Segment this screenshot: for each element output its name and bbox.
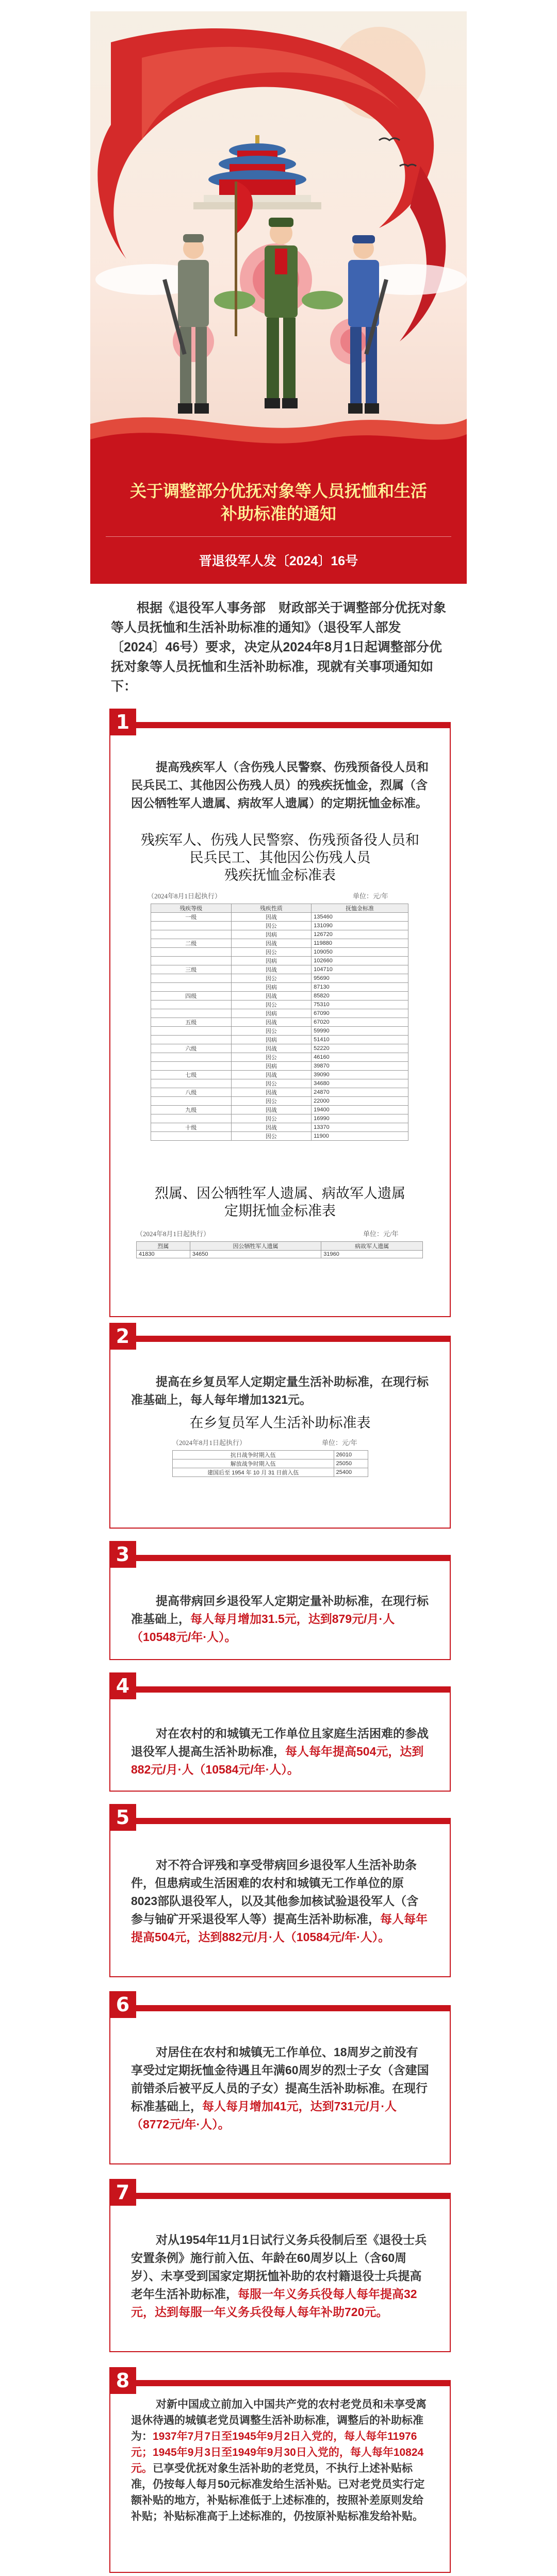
table-cell: 因战: [231, 965, 312, 974]
table-cell: 八级: [151, 1088, 232, 1097]
veteran-table-note-left: （2024年8月1日起执行）: [172, 1439, 247, 1447]
table-cell: 因公: [231, 1027, 312, 1036]
veteran-table-title: 在乡复员军人生活补助标准表: [189, 1415, 371, 1431]
table-cell: [151, 1132, 232, 1141]
table-header: 残疾性质: [231, 904, 312, 913]
table-cell: [151, 983, 232, 992]
table-cell: 85820: [312, 992, 408, 1000]
section-4-text-a: 对在农村的和城镇无工作单位且家庭生活困难的参战退役军人提高生活补助标准，: [131, 1727, 429, 1758]
table-row: [151, 1053, 408, 1062]
section-3-card: [109, 1555, 451, 1660]
table-cell: [151, 948, 232, 957]
table-cell: 建国后至 1954 年 10 月 31 日前入伍: [173, 1468, 334, 1477]
table-cell: 因病: [231, 1009, 312, 1018]
table-cell: 16990: [312, 1114, 408, 1123]
section-6-text-a: 对居住在农村和城镇无工作单位、18周岁之前没有享受过定期抚恤金待遇且年满60周岁的烈士子女（含建国前错杀后被平反人员的子女）提高生活补助标准。在现行标准基础上，: [131, 2045, 429, 2113]
section-5-highlight: 每人每年提高504元，达到882元/月·人（10584元/年·人）。: [131, 1912, 428, 1944]
section-4-card: [109, 1686, 451, 1792]
disability-table-title-3: 残疾抚恤金标准表: [224, 867, 336, 883]
table-cell: 因战: [231, 1106, 312, 1114]
card-top-bar: [110, 1687, 450, 1693]
table-cell: [151, 1053, 232, 1062]
table-header-row: [137, 1242, 423, 1251]
table-cell: 75310: [312, 1000, 408, 1009]
poster-artwork: [90, 11, 467, 501]
table-cell: 135460: [312, 913, 408, 922]
table-cell: 三级: [151, 965, 232, 974]
table-cell: 因公: [231, 1053, 312, 1062]
table-header: 烈属: [137, 1242, 190, 1251]
title-block: [90, 468, 467, 535]
disability-table-title-2: 民兵民工、其他因公伤残人员: [189, 850, 371, 865]
table-cell: 11900: [312, 1132, 408, 1141]
table-row: [151, 1071, 408, 1079]
table-row: [151, 1009, 408, 1018]
section-8-card: [109, 2380, 451, 2573]
table-cell: [151, 1097, 232, 1106]
table-cell: 87130: [312, 983, 408, 992]
table-row: [151, 1044, 408, 1053]
survivor-table-title-1: 烈属、因公牺牲军人遗属、病故军人遗属: [155, 1186, 405, 1201]
doc-number: 晋退役军人发〔2024〕16号: [199, 554, 358, 568]
table-row: [151, 1027, 408, 1036]
table-cell: 13370: [312, 1123, 408, 1132]
table-cell: 因战: [231, 1123, 312, 1132]
table-cell: 解放战争时期入伍: [173, 1459, 334, 1468]
table-cell: 六级: [151, 1044, 232, 1053]
intro-paragraph: 根据《退役军人事务部 财政部关于调整部分优抚对象等人员抚恤和生活补助标准的通知》（退役军人部发〔2024〕46号）要求，决定从2024年8月1日起调整部分优抚对象等人员抚恤和生活补助标准，现就有关事项通知如下：: [111, 601, 447, 694]
section-8-text-c: 已享受优抚对象生活补助的老党员，不执行上述补贴标准，仍按每人每月50元标准发给生活补贴。已对老党员实行定额补贴的地方，补贴标准低于上述标准的，按照补差原则发给补贴；补贴标准高于上述标准的，仍按原补贴标准发给补贴。: [131, 2463, 425, 2522]
table-cell: 34650: [190, 1251, 321, 1258]
section-7-text: [131, 2231, 429, 2321]
table-cell: 因战: [231, 1044, 312, 1053]
table-row: [173, 1459, 368, 1468]
table-cell: 因公: [231, 1132, 312, 1141]
disability-table-note-left: （2024年8月1日起执行）: [148, 892, 222, 900]
table-cell: [151, 957, 232, 965]
table-cell: 抗日战争时期入伍: [173, 1451, 334, 1459]
table-cell: 34680: [312, 1079, 408, 1088]
section-5-text-a: 对不符合评残和享受带病回乡退役军人生活补助条件，但患病或生活困难的农村和城镇无工作单位的原8023部队退役军人，以及其他参加核试验退役军人（含参与铀矿开采退役军人等）提高生活补助标准，: [131, 1858, 419, 1926]
table-cell: 因战: [231, 939, 312, 948]
table-header: 残疾等级: [151, 904, 232, 913]
section-8-highlight: 1937年7月7日至1945年9月2日入党的，每人每年11976元；1945年9月3日至1949年9月30日入党的，每人每年10824元。: [131, 2431, 424, 2474]
table-cell: [151, 1079, 232, 1088]
table-cell: 126720: [312, 930, 408, 939]
section-7-text-a: 对从1954年11月1日试行义务兵役制后至《退役士兵安置条例》施行前入伍、年龄在60周岁以上（含60周岁）、未享受到国家定期抚恤补助的农村籍退役士兵提高老年生活补助标准，: [131, 2233, 427, 2301]
table-row: [137, 1251, 423, 1258]
table-row: [151, 1088, 408, 1097]
table-cell: 31960: [321, 1251, 423, 1258]
table-row: [151, 1062, 408, 1071]
table-cell: 24870: [312, 1088, 408, 1097]
table-cell: [151, 1114, 232, 1123]
table-cell: 22000: [312, 1097, 408, 1106]
table-row: [151, 1097, 408, 1106]
table-row: [151, 1114, 408, 1123]
disability-table: [151, 904, 408, 1141]
table-row: [151, 992, 408, 1000]
table-cell: 因病: [231, 1036, 312, 1044]
table-cell: [151, 922, 232, 930]
table-cell: 104710: [312, 965, 408, 974]
table-row: [151, 1000, 408, 1009]
table-header: 抚恤金标准: [312, 904, 408, 913]
table-cell: [151, 930, 232, 939]
section-7-number: 7: [109, 2179, 136, 2206]
page-title-line1: 关于调整部分优抚对象等人员抚恤和生活: [129, 482, 427, 500]
card-top-bar: [110, 1819, 450, 1824]
table-row: [151, 983, 408, 992]
section-8-text: [131, 2397, 429, 2524]
table-row: [151, 1106, 408, 1114]
section-6-text: [131, 2043, 429, 2134]
poster-illustration: [90, 11, 467, 501]
card-top-bar: [110, 2006, 450, 2011]
table-cell: 46160: [312, 1053, 408, 1062]
section-5-card: [109, 1818, 451, 1977]
table-cell: 因战: [231, 1018, 312, 1027]
table-cell: 因公: [231, 1000, 312, 1009]
table-header-row: [151, 904, 408, 913]
section-3-text-a: 提高带病回乡退役军人定期定量补助标准，在现行标准基础上，: [131, 1594, 429, 1626]
table-cell: 一级: [151, 913, 232, 922]
section-1-number: 1: [109, 709, 136, 735]
table-row: [151, 930, 408, 939]
disability-table-note-right: 单位：元/年: [353, 892, 388, 900]
table-cell: [151, 1009, 232, 1018]
card-top-bar: [110, 1556, 450, 1561]
table-cell: 95690: [312, 974, 408, 983]
table-cell: 67020: [312, 1018, 408, 1027]
table-cell: [151, 1000, 232, 1009]
section-4-number: 4: [109, 1672, 136, 1699]
survivor-table-note-left: （2024年8月1日起执行）: [136, 1230, 210, 1238]
section-1-card: [109, 722, 451, 1317]
table-header: 因公牺牲军人遗属: [190, 1242, 321, 1251]
table-cell: 因病: [231, 957, 312, 965]
card-top-bar: [110, 2194, 450, 2199]
table-row: [151, 939, 408, 948]
table-row: [151, 1036, 408, 1044]
table-cell: 十级: [151, 1123, 232, 1132]
section-8-text-a: 对新中国成立前加入中国共产党的农村老党员和未享受离退休待遇的城镇老党员调整生活补助标准，调整后的补助标准为：: [131, 2399, 427, 2442]
table-row: [151, 965, 408, 974]
table-row: [151, 922, 408, 930]
table-cell: 51410: [312, 1036, 408, 1044]
section-5-text: [131, 1856, 429, 1946]
divider: [106, 536, 451, 537]
doc-number-block: [90, 535, 467, 584]
table-row: [151, 957, 408, 965]
table-cell: 39870: [312, 1062, 408, 1071]
table-cell: 四级: [151, 992, 232, 1000]
table-cell: 52220: [312, 1044, 408, 1053]
section-6-highlight: 每人每月增加41元，达到731元/月·人（8772元/年·人）。: [131, 2099, 397, 2131]
table-cell: 39090: [312, 1071, 408, 1079]
section-8-number: 8: [109, 2367, 136, 2394]
table-cell: 二级: [151, 939, 232, 948]
table-cell: 因公: [231, 1097, 312, 1106]
survivor-table: [136, 1241, 423, 1258]
table-cell: 因病: [231, 930, 312, 939]
section-2-card: [109, 1336, 451, 1529]
table-row: [173, 1468, 368, 1477]
table-cell: [151, 1027, 232, 1036]
section-4-text: [131, 1725, 429, 1779]
table-cell: 因公: [231, 974, 312, 983]
section-7-highlight: 每服一年义务兵役每人每年提高32元，达到每服一年义务兵役每人每年补助720元。: [131, 2287, 417, 2319]
section-5-number: 5: [109, 1804, 136, 1831]
table-row: [151, 1123, 408, 1132]
table-cell: 因病: [231, 1062, 312, 1071]
table-row: [151, 1018, 408, 1027]
section-6-card: [109, 2005, 451, 2164]
table-cell: 41830: [137, 1251, 190, 1258]
disability-table-title-1: 残疾军人、伤残人民警察、伤残预备役人员和: [141, 832, 419, 848]
table-cell: 119880: [312, 939, 408, 948]
survivor-table-title-2: 定期抚恤金标准表: [224, 1203, 336, 1219]
table-cell: 102660: [312, 957, 408, 965]
table-row: [151, 974, 408, 983]
page-title-line2: 补助标准的通知: [220, 504, 336, 523]
table-cell: 109050: [312, 948, 408, 957]
veteran-table-note-right: 单位：元/年: [322, 1439, 357, 1447]
table-cell: 七级: [151, 1071, 232, 1079]
section-1-text: 提高残疾军人（含伤残人民警察、伤残预备役人员和民兵民工、其他因公伤残人员）的残疾抚恤金，烈属（含因公牺牲军人遗属、病故军人遗属）的定期抚恤金标准。: [131, 760, 429, 810]
table-header: 病故军人遗属: [321, 1242, 423, 1251]
table-cell: 131090: [312, 922, 408, 930]
section-7-card: [109, 2193, 451, 2352]
table-cell: 19400: [312, 1106, 408, 1114]
veteran-table: [172, 1450, 368, 1477]
table-row: [151, 948, 408, 957]
table-cell: 因病: [231, 983, 312, 992]
section-4-highlight: 每人每年提高504元，达到882元/月·人（10584元/年·人）。: [131, 1745, 424, 1776]
table-cell: 25050: [334, 1459, 368, 1468]
table-cell: 因公: [231, 948, 312, 957]
section-3-text: [131, 1592, 429, 1646]
table-row: [151, 913, 408, 922]
table-row: [151, 1132, 408, 1141]
table-cell: 因公: [231, 922, 312, 930]
section-2-text: 提高在乡复员军人定期定量生活补助标准，在现行标准基础上，每人每年增加1321元。: [131, 1375, 429, 1406]
table-cell: 因公: [231, 1079, 312, 1088]
table-cell: [151, 974, 232, 983]
table-cell: 59990: [312, 1027, 408, 1036]
section-6-number: 6: [109, 1991, 136, 2018]
table-cell: 67090: [312, 1009, 408, 1018]
table-cell: 因战: [231, 992, 312, 1000]
survivor-table-note-right: 单位：元/年: [363, 1230, 399, 1238]
table-cell: 因战: [231, 1088, 312, 1097]
table-cell: 九级: [151, 1106, 232, 1114]
table-row: [173, 1451, 368, 1459]
table-cell: [151, 1062, 232, 1071]
table-cell: 因公: [231, 1114, 312, 1123]
table-row: [151, 1079, 408, 1088]
table-cell: 因战: [231, 913, 312, 922]
table-cell: 26010: [334, 1451, 368, 1459]
table-cell: 五级: [151, 1018, 232, 1027]
section-3-highlight: 每人每月增加31.5元，达到879元/月·人（10548元/年·人）。: [131, 1612, 395, 1644]
card-top-bar: [110, 1337, 450, 1342]
table-cell: 25400: [334, 1468, 368, 1477]
table-cell: [151, 1036, 232, 1044]
card-top-bar: [110, 2381, 450, 2386]
table-cell: 因战: [231, 1071, 312, 1079]
section-2-number: 2: [109, 1323, 136, 1350]
card-top-bar: [110, 723, 450, 728]
section-3-number: 3: [109, 1541, 136, 1568]
